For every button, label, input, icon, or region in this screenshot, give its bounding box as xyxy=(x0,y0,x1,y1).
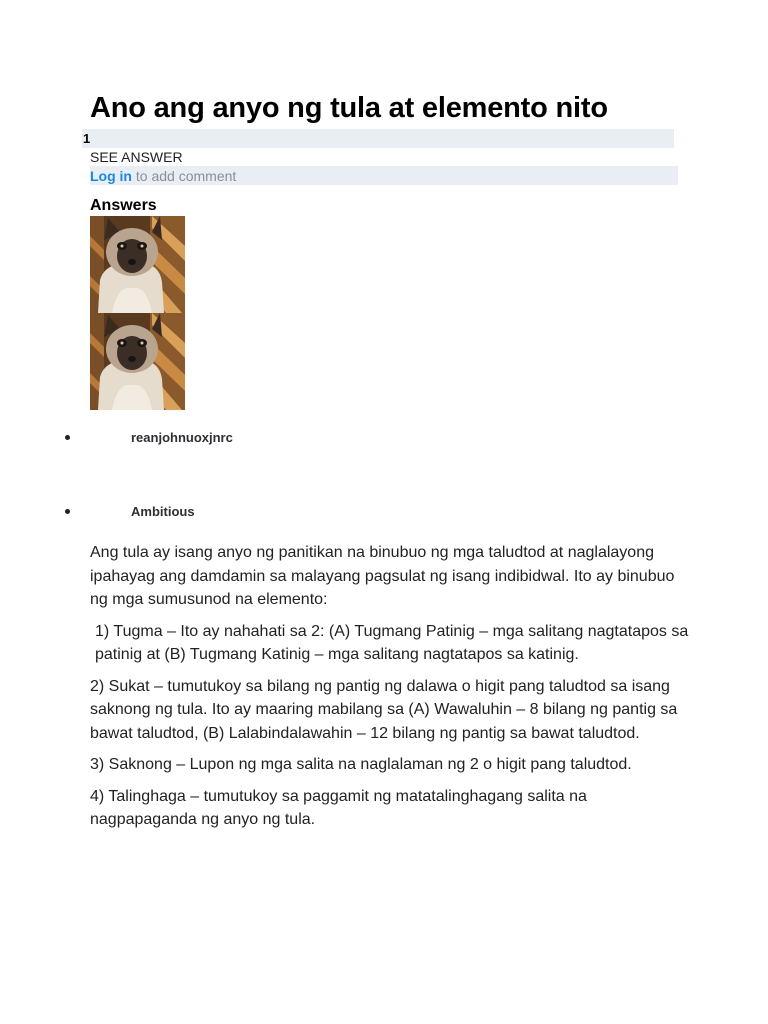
answer-count-bar xyxy=(82,129,674,148)
bullet-dot-icon xyxy=(65,435,70,440)
cat-photo-icon xyxy=(90,313,185,410)
answer-paragraph: 4) Talinghaga – tumutukoy sa paggamit ng matatalinghagang salita na nagpapaganda ng anyo ng tula. xyxy=(90,787,587,828)
list-item xyxy=(65,504,195,519)
list-item xyxy=(65,430,233,445)
answer-paragraph: 1) Tugma – Ito ay nahahati sa 2: (A) Tugmang Patinig – mga salitang nagtatapos sa patinig at (B) Tugmang Katinig – mga salitang nagtatapos sa katinig. xyxy=(95,622,689,663)
answerer-rank: Ambitious xyxy=(131,504,195,519)
answers-heading: Answers xyxy=(90,197,157,214)
cat-photo-icon xyxy=(90,216,185,313)
answer-count: 1 xyxy=(83,131,91,146)
answer-paragraph: Ang tula ay isang anyo ng panitikan na binubuo ng mga taludtod at naglalayong ipahayag ang damdamin sa malayang pagsulat ng isang indibidwal. Ito ay binubuo ng mga sumusunod na elemento: xyxy=(90,544,675,608)
answer-paragraph: 3) Saknong – Lupon ng mga salita na naglalaman ng 2 o higit pang taludtod. xyxy=(90,756,632,773)
bullet-dot-icon xyxy=(65,509,70,514)
answerer-username[interactable]: reanjohnuoxjnrc xyxy=(131,430,233,445)
answer-paragraph: 2) Sukat – tumutukoy sa bilang ng pantig ng dalawa o higit pang taludtod sa isang saknong ng tula. Ito ay maaring mabilang sa (A) Wawaluhin – 8 bilang ng pantig sa bawat taludtod, (B) Lalabindalawahin – 12 bilang ng pantig sa bawat taludtod. xyxy=(90,677,678,742)
login-link[interactable]: Log in xyxy=(90,168,132,184)
page-title: Ano ang anyo ng tula at elemento nito xyxy=(90,92,608,124)
answer-body xyxy=(90,541,690,840)
cat-photo-avatar[interactable] xyxy=(90,216,185,313)
cat-photo-avatar[interactable] xyxy=(90,313,185,410)
comment-prompt: to add comment xyxy=(132,168,237,184)
comment-bar xyxy=(90,166,678,185)
see-answer-button[interactable]: SEE ANSWER xyxy=(90,149,183,165)
